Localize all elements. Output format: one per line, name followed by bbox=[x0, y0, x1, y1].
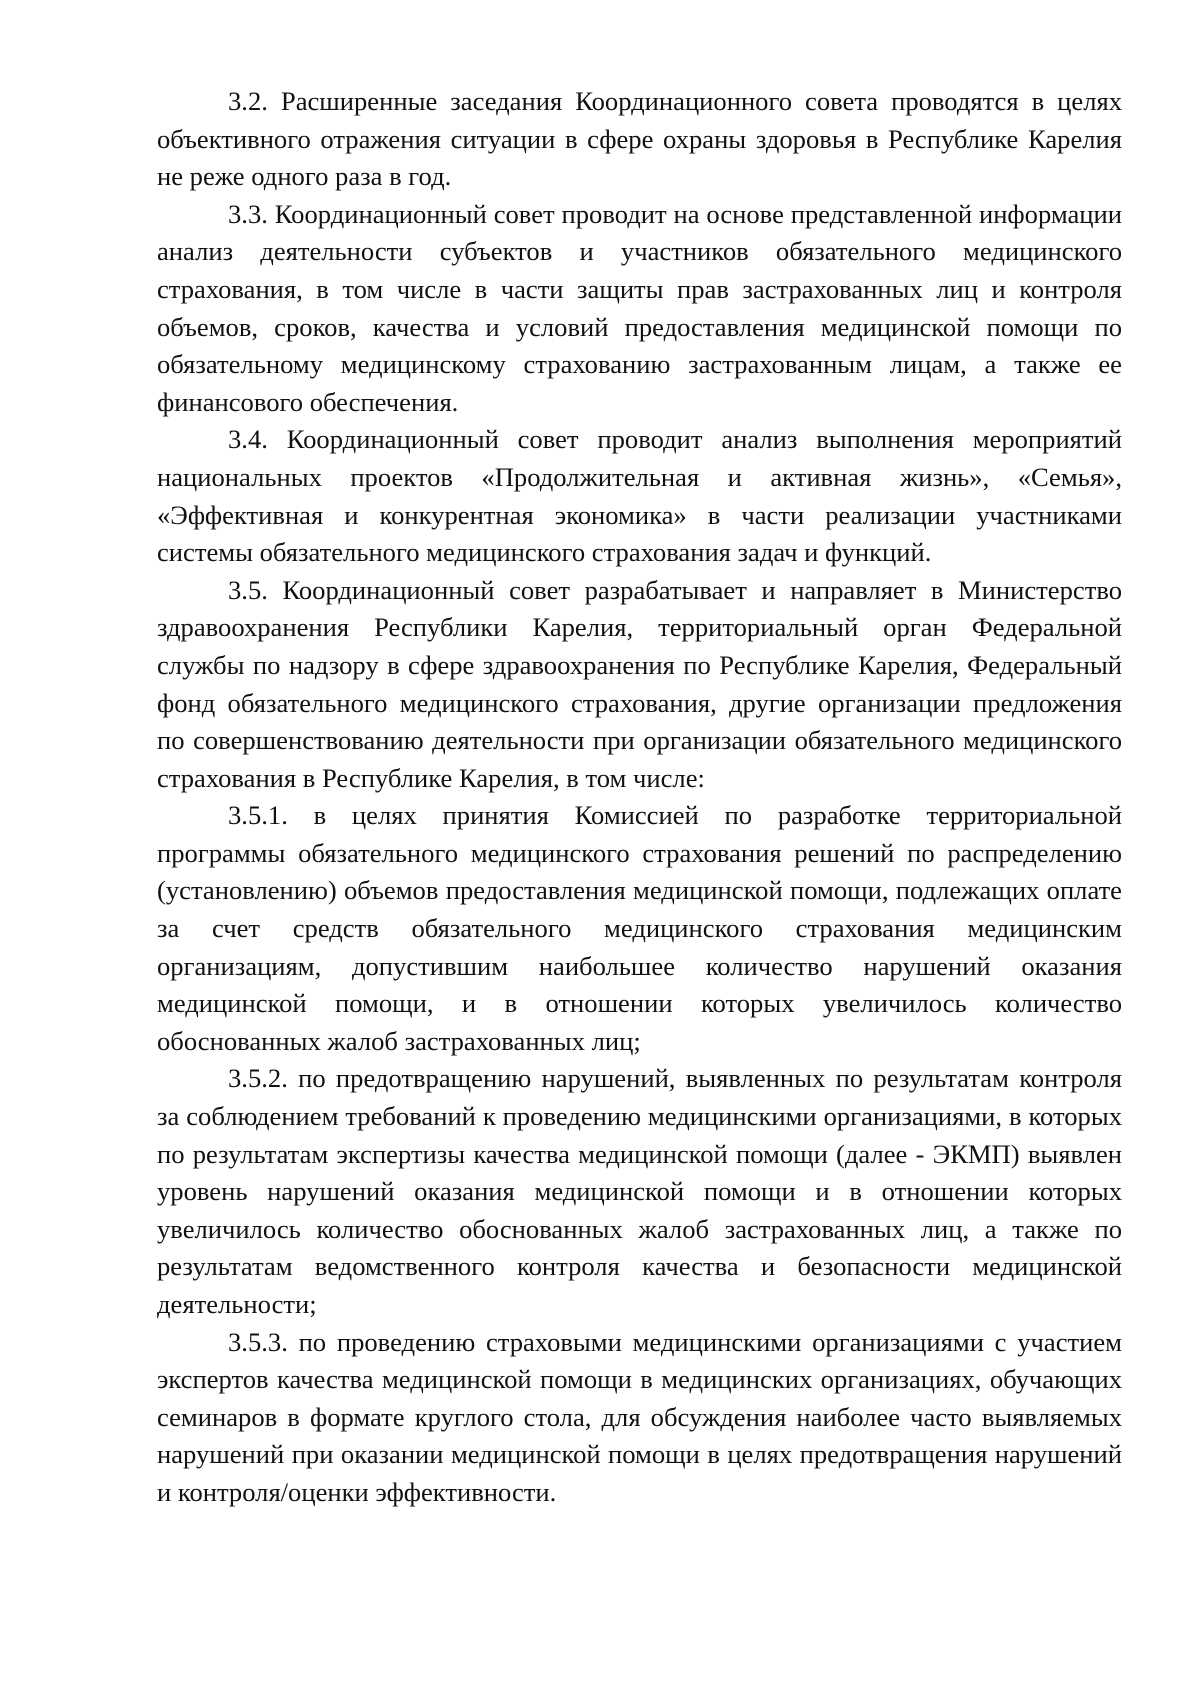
paragraph-3-3: 3.3. Координационный совет проводит на основе представленной информации анализ деятельности субъектов и участников обязательного медицинского страхования, в том числе в части защиты прав застрахованных лиц и контроля объемов, сроков, качества и условий предоставления медицинской помощи по обязательному медицинскому страхованию застрахованным лицам, а также ее финансового обеспечения. bbox=[157, 198, 1122, 417]
paragraph-3-5: 3.5. Координационный совет разрабатывает и направляет в Министерство здравоохранения Республики Карелия, территориальный орган Федеральной службы по надзору в сфере здравоохранения по Республике Карелия, Федеральный фонд обязательного медицинского страхования, другие организации предложения по совершенствованию деятельности при организации обязательного медицинского страхования в Республике Карелия, в том числе: bbox=[157, 574, 1122, 793]
paragraph-3-5-1: 3.5.1. в целях принятия Комиссией по разработке территориальной программы обязательного медицинского страхования решений по распределению (установлению) объемов предоставления медицинской помощи, подлежащих оплате за счет средств обязательного медицинского страхования медицинским организациям, допустившим наибольшее количество нарушений оказания медицинской помощи, и в отношении которых увеличилось количество обоснованных жалоб застрахованных лиц; bbox=[157, 800, 1122, 1056]
paragraph-3-2: 3.2. Расширенные заседания Координационного совета проводятся в целях объективного отражения ситуации в сфере охраны здоровья в Республике Карелия не реже одного раза в год. bbox=[157, 86, 1122, 192]
paragraph-3-4: 3.4. Координационный совет проводит анализ выполнения мероприятий национальных проектов «Продолжительная и активная жизнь», «Семья», «Эффективная и конкурентная экономика» в части реализации участниками системы обязательного медицинского страхования задач и функций. bbox=[157, 424, 1122, 568]
document-page bbox=[157, 83, 1122, 1512]
paragraph-3-5-2: 3.5.2. по предотвращению нарушений, выявленных по результатам контроля за соблюдением требований к проведению медицинскими организациями, в которых по результатам экспертизы качества медицинской помощи (далее - ЭКМП) выявлен уровень нарушений оказания медицинской помощи и в отношении которых увеличилось количество обоснованных жалоб застрахованных лиц, а также по результатам ведомственного контроля качества и безопасности медицинской деятельности; bbox=[157, 1063, 1122, 1319]
paragraph-3-5-3: 3.5.3. по проведению страховыми медицинскими организациями с участием экспертов качества медицинской помощи в медицинских организациях, обучающих семинаров в формате круглого стола, для обсуждения наиболее часто выявляемых нарушений при оказании медицинской помощи в целях предотвращения нарушений и контроля/оценки эффективности. bbox=[157, 1326, 1122, 1507]
